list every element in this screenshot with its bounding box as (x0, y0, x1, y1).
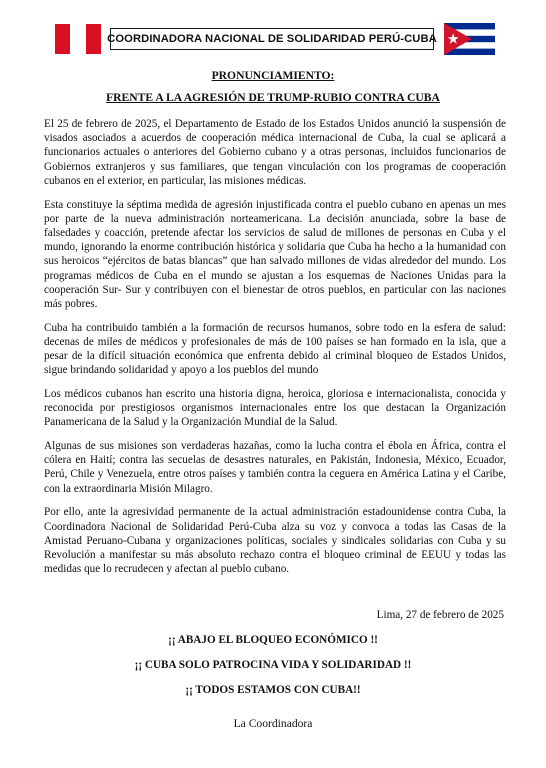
paragraph: Los médicos cubanos han escrito una historia digna, heroica, gloriosa e internacionalista, conocida y reconocida por prestigiosos organismos internacionales entre los que destacan la Organización Panamericana de la Salud y la Organización Mundial de la Salud. (44, 387, 506, 429)
cuba-flag-icon (444, 23, 495, 55)
peru-flag-icon (55, 24, 101, 54)
slogan: ¡¡ CUBA SOLO PATROCINA VIDA Y SOLIDARIDAD !! (134, 659, 412, 671)
signature: La Coordinadora (233, 717, 313, 730)
slogan: ¡¡ TODOS ESTAMOS CON CUBA!! (185, 684, 361, 696)
paragraph: Algunas de sus misiones son verdaderas hazañas, como la lucha contra el ébola en África, contra el cólera en Haití; contra las secuelas de desastres naturales, en Pakistán, Indonesia, México, Ecuador, Perú, Chile y Venezuela, entre otros países y también contra la ceguera en América Latina y el Caribe, con la extraordinaria Misión Milagro. (44, 440, 506, 495)
paragraph: Por ello, ante la agresividad permanente de la actual administración estadounidense contra Cuba, la Coordinadora Nacional de Solidaridad Perú-Cuba alza su voz y convoca a todas las Casas de la Amistad Peruano-Cubana y organizaciones políticas, sociales y sindicales solidarias con Cuba y su Revolución a manifestar su más absoluto rechazo contra el bloqueo criminal de EEUU y todas las medidas que lo recrudecen y afectan al pueblo cubano. (44, 506, 506, 576)
paragraph: Esta constituye la séptima medida de agresión injustificada contra el pueblo cubano en apenas un mes por parte de la nueva administración norteamericana. La decisión anunciada, sobre la base de falsedades y coacción, pretende afectar los servicios de salud de millones de personas en Cuba y el mundo, ignorando la enorme contribución histórica y solidaria que Cuba ha hecho a la humanidad con sus heroicos “ejércitos de batas blancas” que han salvado millones de vidas alrededor del mundo. Los programas médicos de Cuba en el mundo se ajustan a los esquemas de Naciones Unidas para la cooperación Sur- Sur y contribuyen con el bienestar de otros pueblos, en particular con las naciones más pobres. (44, 198, 506, 310)
document-body (44, 117, 506, 586)
letterhead (0, 0, 546, 62)
document-title: PRONUNCIAMIENTO: (211, 69, 335, 82)
organization-name: COORDINADORA NACIONAL DE SOLIDARIDAD PERÚ-CUBA (110, 28, 434, 50)
paragraph: El 25 de febrero de 2025, el Departamento de Estado de los Estados Unidos anunció la suspensión de visados asociados a acuerdos de cooperación médica internacional de Cuba, la cual se aplicará a funcionarios actuales o anteriores del Gobierno cubano y a otras personas, incluidos funcionarios de Gobiernos extranjeros y sus familiares, que tengan vinculación con los programas de cooperación cubanos en el exterior, en particular, las misiones médicas. (44, 118, 506, 187)
place-date: Lima, 27 de febrero de 2025 (376, 609, 504, 621)
slogan: ¡¡ ABAJO EL BLOQUEO ECONÓMICO !! (168, 634, 378, 646)
document-subtitle: FRENTE A LA AGRESIÓN DE TRUMP-RUBIO CONTRA CUBA (106, 91, 440, 104)
paragraph: Cuba ha contribuido también a la formación de recursos humanos, sobre todo en la esfera de salud: decenas de miles de médicos y profesionales de más de 100 países se han formado en la isla, que a pesar de la difícil situación económica que enfrenta debido al criminal bloqueo de Estados Unidos, sigue brindando solidaridad y apoyo a los pueblos del mundo (44, 321, 506, 377)
